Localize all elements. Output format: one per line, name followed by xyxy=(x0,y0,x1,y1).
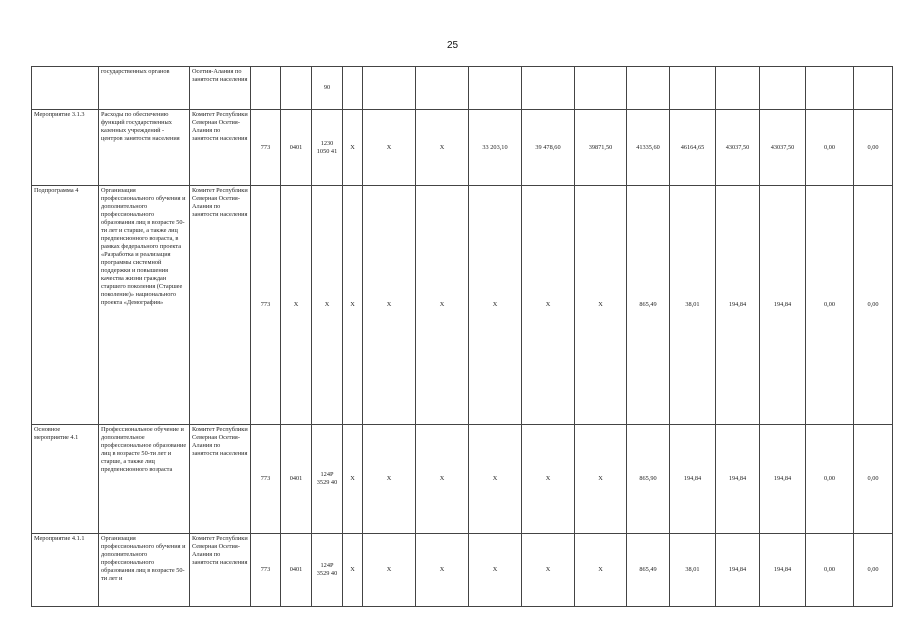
cell-grbs: 773 xyxy=(251,534,281,607)
cell-value-c9 xyxy=(575,67,627,110)
cell-value-c5: Х xyxy=(363,534,416,607)
cell-value-c8 xyxy=(522,67,575,110)
cell-value-c7: Х xyxy=(469,186,522,425)
cell-value-c10 xyxy=(627,67,670,110)
cell-vr xyxy=(343,67,363,110)
cell-value-c7: Х xyxy=(469,425,522,534)
cell-value-c9: Х xyxy=(575,186,627,425)
cell-value-c6: Х xyxy=(416,186,469,425)
cell-grbs: 773 xyxy=(251,110,281,186)
cell-value-c13: 194,84 xyxy=(760,534,806,607)
cell-csr: 90 xyxy=(312,67,343,110)
cell-grbs: 773 xyxy=(251,186,281,425)
cell-value-c6: Х xyxy=(416,534,469,607)
cell-value-c8: 39 478,60 xyxy=(522,110,575,186)
cell-value-c10: 41335,60 xyxy=(627,110,670,186)
cell-csr: 124Р 3529 40 xyxy=(312,425,343,534)
cell-csr: 1230 1050 41 xyxy=(312,110,343,186)
cell-executor: Комитет Республики Северная Осетия-Алания по занятости населения xyxy=(190,110,251,186)
cell-value-c6: Х xyxy=(416,425,469,534)
table-row xyxy=(32,425,893,534)
cell-value-c9: Х xyxy=(575,534,627,607)
cell-description: государственных органов xyxy=(99,67,190,110)
cell-vr: Х xyxy=(343,110,363,186)
cell-rzpr: 0401 xyxy=(281,534,312,607)
table-row xyxy=(32,67,893,110)
table-row xyxy=(32,534,893,607)
cell-value-c11: 38,01 xyxy=(670,534,716,607)
cell-vr: Х xyxy=(343,186,363,425)
cell-activity-name: Мероприятие 4.1.1 xyxy=(32,534,99,607)
cell-value-c14: 0,00 xyxy=(806,186,854,425)
cell-description: Организация профессионального обучения и дополнительного профессионального образования лиц в возрасте 50-ти лет и старше, а также лиц предпенсионного возраста, в рамках федерального проекта «Разработка и реализация программы системной поддержки и повышения качества жизни граждан старшего поколения (Старшее поколение)» национального проекта «Демография» xyxy=(99,186,190,425)
cell-value-c12: 43037,50 xyxy=(716,110,760,186)
cell-csr: 124Р 3529 40 xyxy=(312,534,343,607)
cell-activity-name: Мероприятие 3.1.3 xyxy=(32,110,99,186)
cell-value-c7: Х xyxy=(469,534,522,607)
cell-rzpr xyxy=(281,67,312,110)
cell-value-c6: Х xyxy=(416,110,469,186)
cell-value-c10: 865,49 xyxy=(627,534,670,607)
table-row xyxy=(32,186,893,425)
cell-value-c12: 194,84 xyxy=(716,534,760,607)
cell-executor: Комитет Республики Северная Осетия-Алания по занятости населения xyxy=(190,186,251,425)
cell-value-c8: Х xyxy=(522,425,575,534)
cell-csr: Х xyxy=(312,186,343,425)
cell-value-c14: 0,00 xyxy=(806,110,854,186)
cell-value-c14: 0,00 xyxy=(806,534,854,607)
cell-value-c13: 194,84 xyxy=(760,186,806,425)
cell-grbs xyxy=(251,67,281,110)
cell-value-c6 xyxy=(416,67,469,110)
cell-value-c13: 194,84 xyxy=(760,425,806,534)
cell-value-c5: Х xyxy=(363,110,416,186)
cell-activity-name xyxy=(32,67,99,110)
cell-activity-name: Подпрограмма 4 xyxy=(32,186,99,425)
cell-value-c14 xyxy=(806,67,854,110)
cell-rzpr: Х xyxy=(281,186,312,425)
cell-vr: Х xyxy=(343,425,363,534)
cell-description: Профессиональное обучение и дополнительное профессиональное образование лиц в возрасте 50-ти лет и старше, а также лиц предпенсионного возраста xyxy=(99,425,190,534)
cell-description: Организация профессионального обучения и дополнительного профессионального образования лиц в возрасте 50-ти лет и xyxy=(99,534,190,607)
cell-value-c11: 38,01 xyxy=(670,186,716,425)
cell-value-c11: 194,84 xyxy=(670,425,716,534)
cell-value-c7: 33 203,10 xyxy=(469,110,522,186)
cell-value-c15: 0,00 xyxy=(854,425,893,534)
cell-value-c11 xyxy=(670,67,716,110)
cell-grbs: 773 xyxy=(251,425,281,534)
cell-value-c10: 865,49 xyxy=(627,186,670,425)
cell-value-c8: Х xyxy=(522,534,575,607)
cell-value-c5: Х xyxy=(363,186,416,425)
cell-value-c12 xyxy=(716,67,760,110)
cell-value-c13 xyxy=(760,67,806,110)
cell-value-c11: 46164,65 xyxy=(670,110,716,186)
cell-value-c9: 39871,50 xyxy=(575,110,627,186)
cell-value-c5 xyxy=(363,67,416,110)
cell-description: Расходы по обеспечению функций государственных казенных учреждений - центров занятости населения xyxy=(99,110,190,186)
cell-value-c8: Х xyxy=(522,186,575,425)
cell-value-c12: 194,84 xyxy=(716,186,760,425)
cell-value-c9: Х xyxy=(575,425,627,534)
cell-activity-name: Основное мероприятие 4.1 xyxy=(32,425,99,534)
cell-rzpr: 0401 xyxy=(281,110,312,186)
cell-value-c14: 0,00 xyxy=(806,425,854,534)
cell-value-c15: 0,00 xyxy=(854,186,893,425)
cell-executor: Комитет Республики Северная Осетия-Алания по занятости населения xyxy=(190,534,251,607)
cell-value-c15 xyxy=(854,67,893,110)
cell-executor: Осетия-Алания по занятости населения xyxy=(190,67,251,110)
cell-value-c10: 865,90 xyxy=(627,425,670,534)
cell-vr: Х xyxy=(343,534,363,607)
budget-table xyxy=(31,66,893,607)
table-row xyxy=(32,110,893,186)
cell-value-c7 xyxy=(469,67,522,110)
cell-value-c12: 194,84 xyxy=(716,425,760,534)
cell-value-c15: 0,00 xyxy=(854,110,893,186)
page-number: 25 xyxy=(446,40,459,51)
cell-value-c13: 43037,50 xyxy=(760,110,806,186)
cell-rzpr: 0401 xyxy=(281,425,312,534)
cell-value-c5: Х xyxy=(363,425,416,534)
cell-executor: Комитет Республики Северная Осетия-Алания по занятости населения xyxy=(190,425,251,534)
cell-value-c15: 0,00 xyxy=(854,534,893,607)
